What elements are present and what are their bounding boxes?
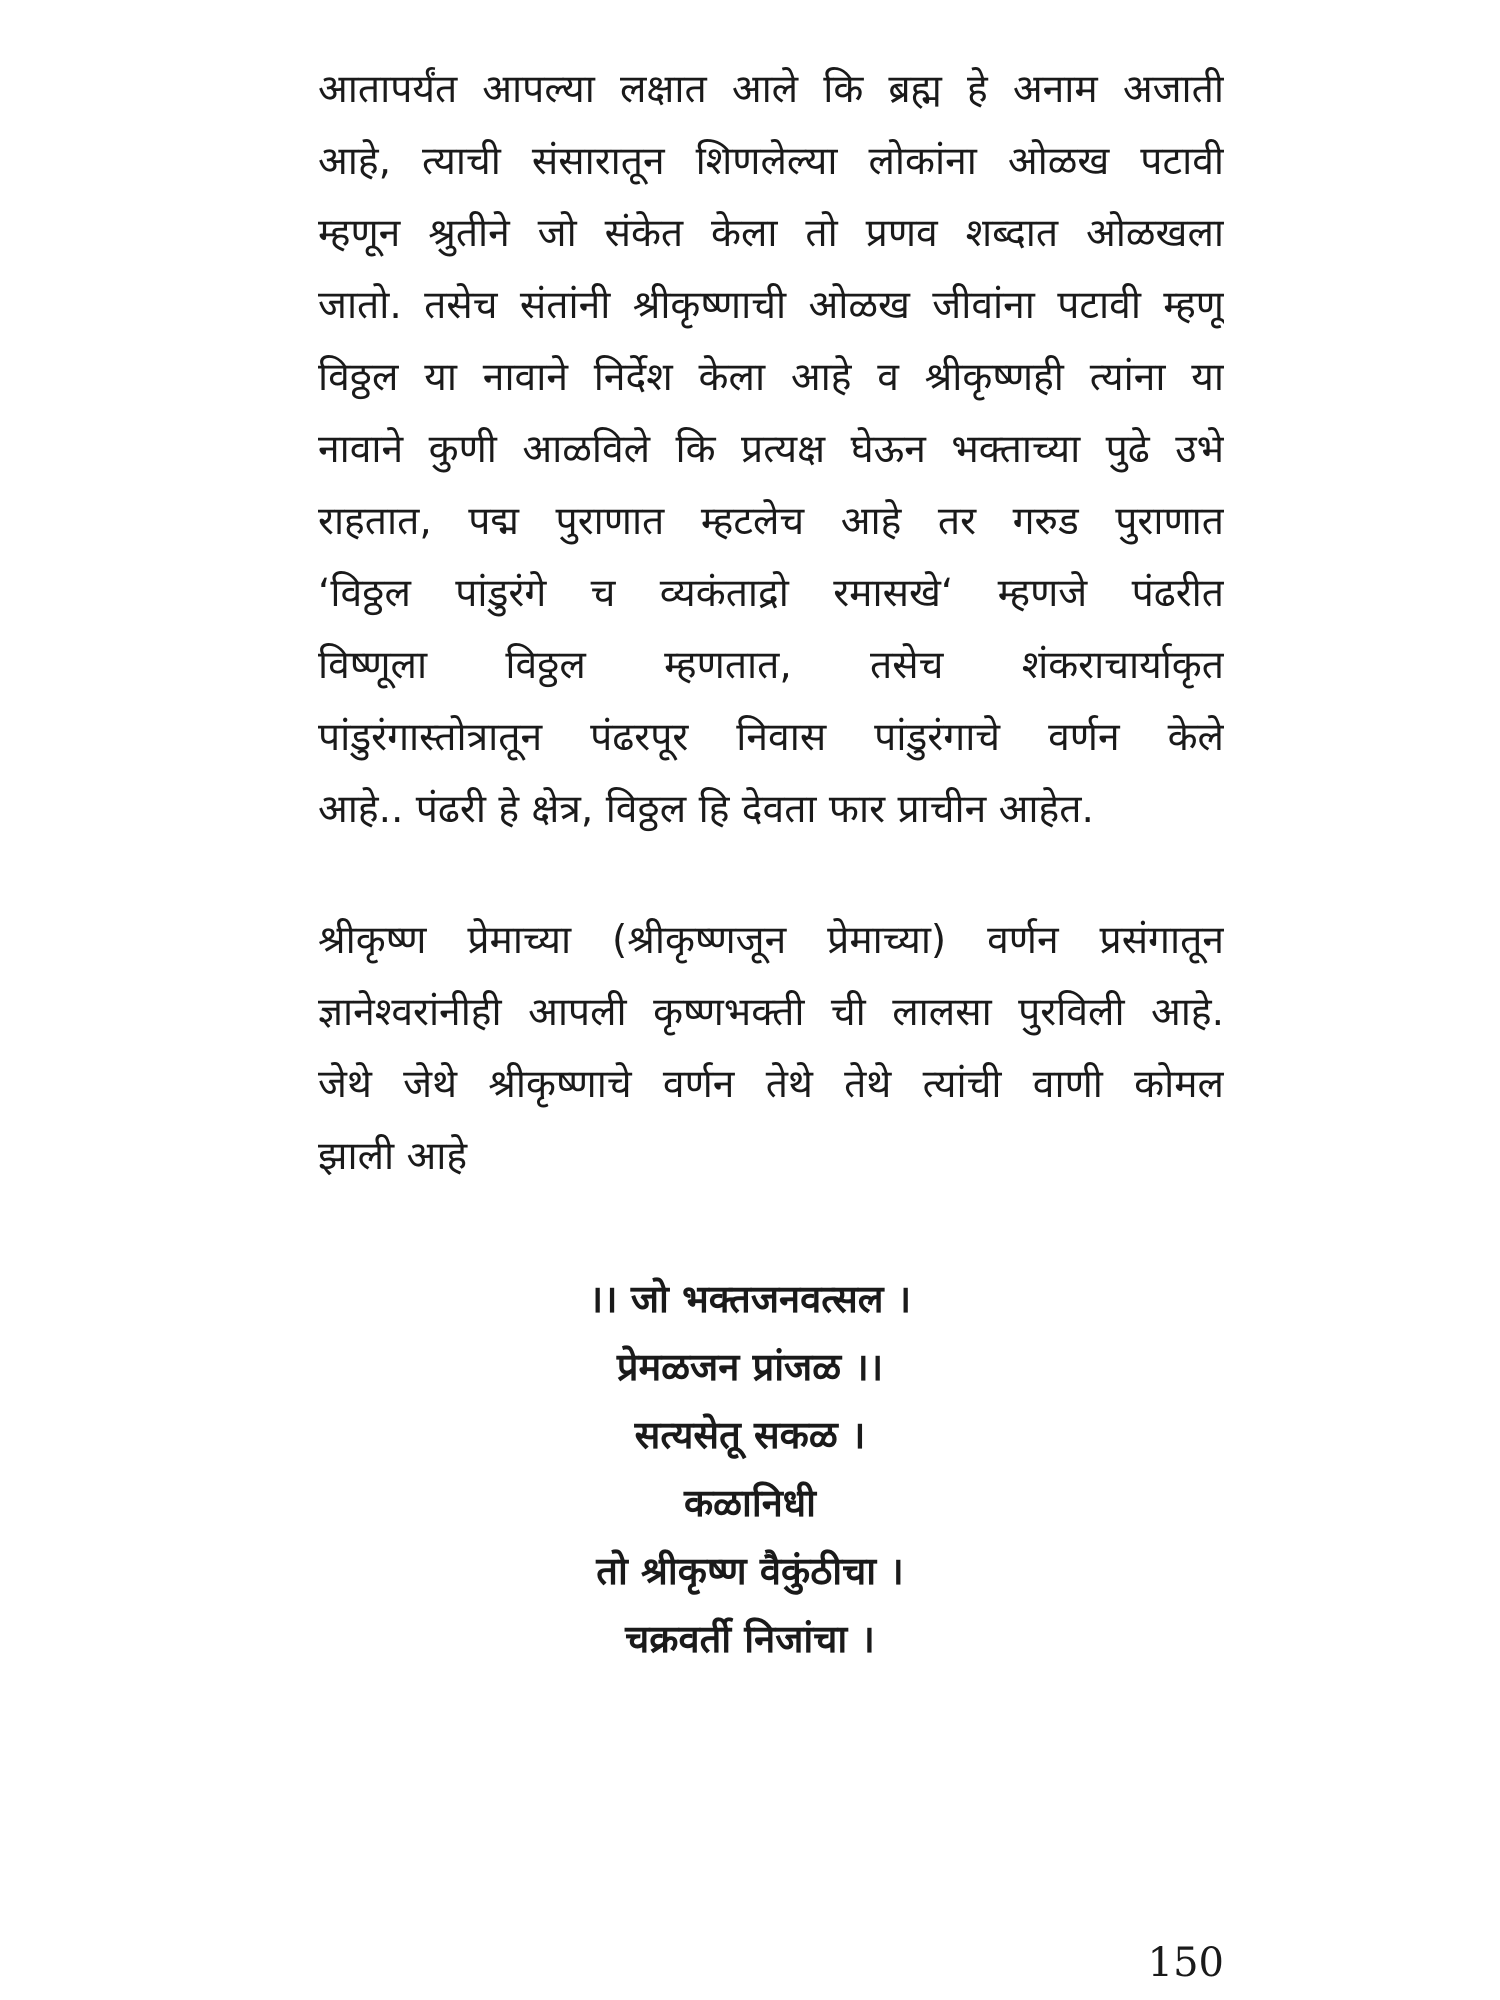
verse-line: सत्यसेतू सकळ । xyxy=(634,1413,866,1457)
paragraph-line: आहे, त्याची संसारातून शिणलेल्या लोकांना ओळख पटावी xyxy=(318,139,1224,184)
paragraph-line: ‘विठ्ठल पांडुरंगे च व्यकंताद्रो रमासखे‘ म्हणजे पंढरीत xyxy=(318,571,1224,616)
paragraph-line: विठ्ठल या नावाने निर्देश केला आहे व श्रीकृष्णही त्यांना या xyxy=(318,355,1224,400)
verse-block xyxy=(0,1265,1500,1673)
paragraph-line: राहतात, पद्म पुराणात म्हटलेच आहे तर गरुड पुराणात xyxy=(318,499,1224,544)
paragraph-line: झाली आहे xyxy=(318,1134,468,1179)
paragraph-line: जातो. तसेच संतांनी श्रीकृष्णाची ओळख जीवांना पटावी म्हणू xyxy=(318,283,1224,328)
verse-line: ।। जो भक्तजनवत्सल । xyxy=(588,1277,912,1321)
paragraph-line: पांडुरंगास्तोत्रातून पंढरपूर निवास पांडुरंगाचे वर्णन केले xyxy=(318,715,1224,760)
paragraph-line: जेथे जेथे श्रीकृष्णाचे वर्णन तेथे तेथे त्यांची वाणी कोमल xyxy=(318,1062,1224,1107)
verse-line: तो श्रीकृष्ण वैकुंठीचा । xyxy=(596,1549,904,1593)
paragraph-krishna-devotion xyxy=(318,905,1224,1193)
verse-line: चक्रवर्ती निजांचा । xyxy=(625,1617,875,1661)
paragraph-line: म्हणून श्रुतीने जो संकेत केला तो प्रणव शब्दात ओळखला xyxy=(318,211,1224,256)
paragraph-line: नावाने कुणी आळविले कि प्रत्यक्ष घेऊन भक्ताच्या पुढे उभे xyxy=(318,427,1224,472)
verse-line: कळानिधी xyxy=(683,1481,817,1525)
paragraph-line: आहे.. पंढरी हे क्षेत्र, विठ्ठल हि देवता फार प्राचीन आहेत. xyxy=(318,787,1094,832)
paragraph-line: आतापर्यंत आपल्या लक्षात आले कि ब्रह्म हे अनाम अजाती xyxy=(318,67,1224,112)
paragraph-line: श्रीकृष्ण प्रेमाच्या (श्रीकृष्णजून प्रेमाच्या) वर्णन प्रसंगातून xyxy=(318,918,1224,963)
paragraph-line: विष्णूला विठ्ठल म्हणतात, तसेच शंकराचार्याकृत xyxy=(318,643,1224,688)
paragraph-line: ज्ञानेश्वरांनीही आपली कृष्णभक्ती ची लालसा पुरविली आहे. xyxy=(318,990,1224,1035)
verse-line: प्रेमळजन प्रांजळ ।। xyxy=(616,1345,884,1389)
page-number: 150 xyxy=(1147,1940,1224,1986)
paragraph-vitthal-origin xyxy=(318,54,1224,846)
